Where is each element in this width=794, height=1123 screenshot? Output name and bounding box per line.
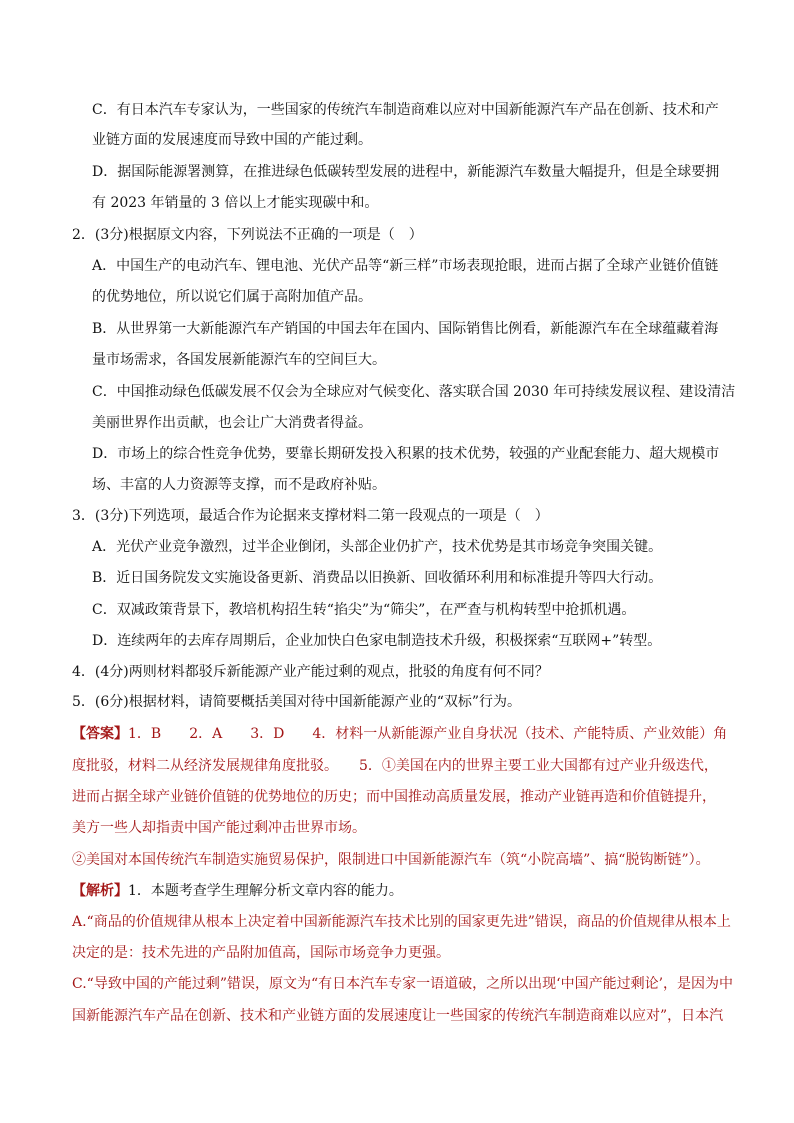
answer-line-4: 美方一些人却指责中国产能过剩冲击世界市场。 [72,820,366,836]
question-2-option-b-line-2: 量市场需求，各国发展新能源汽车的空间巨大。 [92,352,386,368]
question-2-option-b-line-1: B．从世界第一大新能源汽车产销国的中国去年在国内、国际销售比例看，新能源汽车在全球蕴藏着海 [92,321,719,337]
question-1-option-d-line-1: D．据国际能源署测算，在推进绿色低碳转型发展的进程中，新能源汽车数量大幅提升，但是全球要拥 [92,164,720,180]
question-1-option-d-line-2: 有 2023 年销量的 3 倍以上才能实现碳中和。 [92,195,379,211]
question-3-option-b: B．近日国务院发文实施设备更新、消费品以旧换新、回收循环利用和标准提升等四大行动。 [92,570,663,586]
question-3-option-a: A．光伏产业竞争激烈，过半企业倒闭，头部企业仍扩产，技术优势是其市场竞争突围关键。 [92,539,663,555]
question-3-stem: 3．(3分)下列选项，最适合作为论据来支撑材料二第一段观点的一项是（ ） [72,508,549,524]
analysis-line-3: 决定的是：技术先进的产品附加值高，国际市场竞争力更强。 [72,945,450,961]
analysis-text-1: 1．本题考查学生理解分析文章内容的能力。 [128,883,403,899]
question-2-option-d-line-2: 场、丰富的人力资源等支撑，而不是政府补贴。 [92,477,386,493]
question-2-option-d-line-1: D．市场上的综合性竞争优势，要靠长期研发投入积累的技术优势，较强的产业配套能力、超大规模市 [92,446,720,462]
answer-text-1: 1．B 2．A 3．D 4．材料一从新能源产业自身状况（技术、产能特质、产业效能）角 [128,726,728,742]
question-2-option-c-line-1: C．中国推动绿色低碳发展不仅会为全球应对气候变化、落实联合国 2030 年可持续发展议程、建设清洁 [92,384,736,400]
answer-line-1 [72,724,727,744]
answer-line-2: 度批驳，材料二从经济发展规律角度批驳。 5．①美国在内的世界主要工业大国都有过产业升级迭代， [72,758,718,774]
question-5-stem: 5．(6分)根据材料，请简要概括美国对待中国新能源产业的“双标”行为。 [72,694,522,710]
analysis-tag: 【解析】 [72,883,128,899]
question-4-stem: 4．(4分)两则材料都驳斥新能源产业产能过剩的观点，批驳的角度有何不同？ [72,664,549,680]
analysis-line-1 [72,881,403,901]
analysis-line-2: A.“商品的价值规律从根本上决定着中国新能源汽车技术比别的国家更先进”错误，商品的价值规律从根本上 [72,914,731,930]
answer-line-3: 进而占据全球产业链价值链的优势地位的历史；而中国推动高质量发展，推动产业链再造和价值链提升， [72,789,716,805]
question-1-option-c-line-2: 业链方面的发展速度而导致中国的产能过剩。 [92,132,372,148]
question-2-option-c-line-2: 美丽世界作出贡献，也会让广大消费者得益。 [92,415,372,431]
question-1-option-c-line-1: C．有日本汽车专家认为，一些国家的传统汽车制造商难以应对中国新能源汽车产品在创新、技术和产 [92,102,719,118]
answer-tag: 【答案】 [72,726,128,742]
analysis-line-4: C.“导致中国的产能过剩”错误，原文为“有日本汽车专家一语道破，之所以出现‘中国产能过剩论’，是因为中 [72,976,734,992]
answer-line-5: ②美国对本国传统汽车制造实施贸易保护，限制进口中国新能源汽车（筑“小院高墙”、搞“脱钩断链”）。 [72,852,710,868]
question-2-option-a-line-1: A．中国生产的电动汽车、锂电池、光伏产品等“新三样”市场表现抢眼，进而占据了全球产业链价值链 [92,258,719,274]
analysis-line-5: 国新能源汽车产品在创新、技术和产业链方面的发展速度让一些国家的传统汽车制造商难以应对”，日本汽 [72,1008,724,1024]
question-2-stem: 2．(3分)根据原文内容，下列说法不正确的一项是（ ） [72,227,423,243]
question-3-option-c: C．双减政策背景下，教培机构招生转“掐尖”为“筛尖”，在严查与机构转型中抢抓机遇。 [92,602,636,618]
question-3-option-d: D．连续两年的去库存周期后，企业加快白色家电制造技术升级，积极探索“互联网+”转型。 [92,633,662,649]
question-2-option-a-line-2: 的优势地位，所以说它们属于高附加值产品。 [92,289,372,305]
